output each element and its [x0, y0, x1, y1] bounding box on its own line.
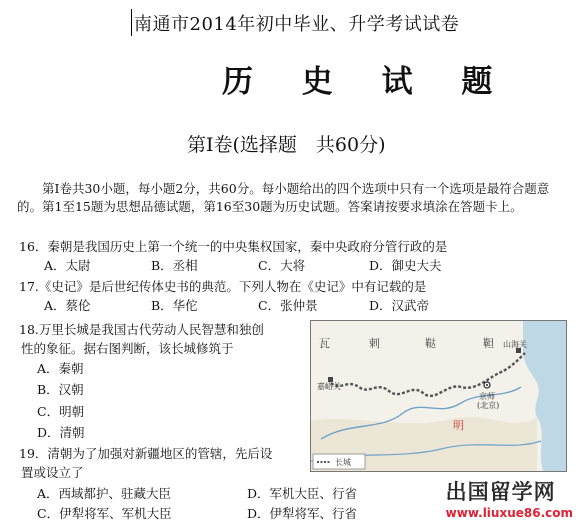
great-wall-map	[310, 320, 567, 472]
q18-option-b: B．汉朝	[37, 382, 84, 397]
q16-option-b: B．丞相	[151, 258, 198, 273]
watermark-url: www.liuxue86.com	[445, 506, 573, 520]
q16-option-d: D．御史大夫	[369, 258, 442, 273]
site-watermark	[446, 476, 573, 520]
map-label-capital: 京师	[479, 392, 495, 401]
q17-option-b: B．华佗	[151, 298, 198, 313]
q16-option-a: A．太尉	[44, 258, 91, 273]
q19-option-c: C．伊犁将军、军机大臣	[37, 506, 172, 521]
instructions-paragraph: 第Ⅰ卷共30小题，每小题2分，共60分。每小题给出的四个选项中只有一个选项是最符合题意的。第1至15题为思想品德试题，第16至30题为历史试题。答案请按要求填涂在答题卡上。	[17, 181, 550, 214]
q17-option-d: D．汉武帝	[369, 298, 430, 313]
map-drawing	[311, 321, 566, 471]
q19-option-d: D．伊犁将军、行省	[247, 506, 358, 521]
q16-option-c: C．大将	[258, 258, 306, 273]
text-cursor	[131, 9, 132, 36]
q17-option-a: A．蔡伦	[44, 298, 91, 313]
question-17-stem: 17.《史记》是后世纪传体史书的典范。下列人物在《史记》中有记载的是	[19, 279, 427, 294]
map-label-ming: 明	[453, 419, 464, 432]
q18-option-c: C．明朝	[37, 404, 85, 419]
map-label-capital-note: (北京)	[477, 401, 500, 410]
q18-option-a: A．秦朝	[37, 361, 84, 376]
map-legend-label: 长城	[335, 458, 351, 467]
question-16-stem: 16．秦朝是我国历史上第一个统一的中央集权国家，秦中央政府分管行政的是	[19, 239, 448, 254]
question-18-stem-line1: 18.万里长城是我国古代劳动人民智慧和独创	[19, 322, 264, 337]
q19-option-b: D．军机大臣、行省	[247, 486, 358, 501]
q17-option-c: C．张仲景	[258, 298, 318, 313]
q18-option-d: D．清朝	[37, 425, 85, 440]
question-19-stem-line1: 19．清朝为了加强对新疆地区的管辖，先后设	[19, 446, 273, 461]
map-label-da: 鞑	[425, 337, 436, 350]
exam-title: 南通市2014年初中毕业、升学考试试卷	[134, 14, 460, 35]
q19-option-a: A．西域都护、驻藏大臣	[37, 486, 172, 501]
watermark-site-name: 出国留学网	[445, 480, 556, 504]
map-label-dan: 靼	[483, 337, 494, 350]
question-19-stem-line2: 置或设立了	[21, 465, 84, 480]
map-label-la: 剌	[369, 337, 380, 350]
subject-title: 历 史 试 题	[222, 64, 512, 100]
map-label-shanhaiguan: 山海关	[503, 340, 527, 349]
map-label-wa: 瓦	[319, 337, 330, 350]
map-label-jiayuguan: 嘉峪关	[317, 382, 341, 391]
section-title: 第Ⅰ卷(选择题 共60分)	[187, 134, 386, 156]
question-18-stem-line2: 性的象征。据右图判断，该长城修筑于	[21, 341, 234, 356]
